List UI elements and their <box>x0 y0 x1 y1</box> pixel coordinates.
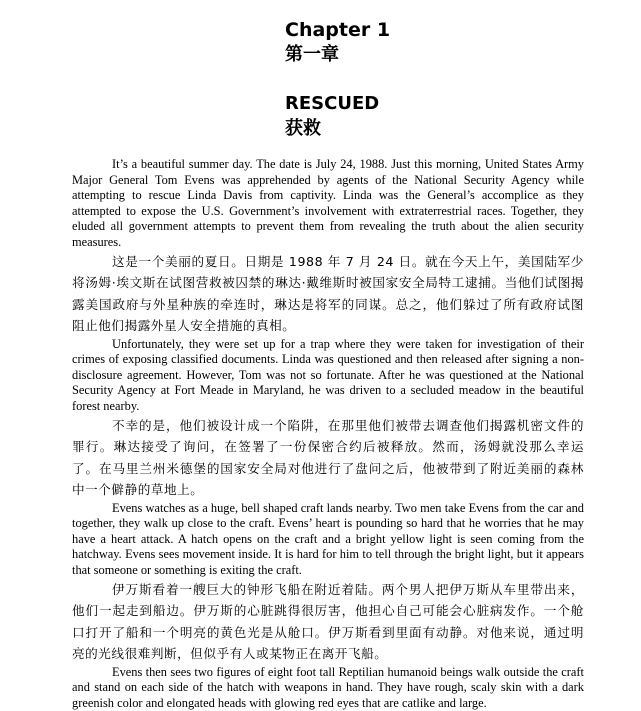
paragraph-english: It’s a beautiful summer day. The date is July 24, 1988. Just this morning, United States Army Major General Tom Evens was apprehended by agents of the National Security Agency while attempting to rescue Linda Davis from captivity. Linda was the General’s accomplice as they attempted to expose the U.S. Government’s involvement with extraterrestrial races. Together, they eluded all government attempts to prevent them from revealing the truth about the alien security measures. <box>72 157 584 251</box>
paragraph-english: Evens watches as a huge, bell shaped craft lands nearby. Two men take Evens from the car and together, they walk up close to the craft. Evens’ heart is pounding so hard that he worries that he may have a heart attack. A hatch opens on the craft and a bright yellow light is seen coming from the hatchway. Evens sees movement inside. It is hard for him to tell through the bright light, but it appears that someone or something is exiting the craft. <box>72 501 584 579</box>
paragraph-chinese: 伊万斯看着一艘巨大的钟形飞船在附近着陆。两个男人把伊万斯从车里带出来，他们一起走到船边。伊万斯的心脏跳得很厉害，他担心自己可能会心脏病发作。一个舱口打开了船和一个明亮的黄色光是从舱口。伊万斯看到里面有动静。对他来说，通过明亮的光线很难判断，但似乎有人或某物正在离开飞船。 <box>72 579 584 665</box>
body-text <box>72 157 584 711</box>
paragraph-chinese: 这是一个美丽的夏日。日期是 1988 年 7 月 24 日。就在今天上午，美国陆军少将汤姆·埃文斯在试图营救被囚禁的琳达·戴维斯时被国家安全局特工逮捕。当他们试图揭露美国政府与外星种族的牵连时，琳达是将军的同谋。总之，他们躲过了所有政府试图阻止他们揭露外星人安全措施的真相。 <box>72 251 584 337</box>
paragraph-english: Unfortunately, they were set up for a trap where they were taken for investigation of their crimes of exposing classified documents. Linda was questioned and then released after signing a non-disclosure agreement. However, Tom was not so fortunate. After he was questioned at the National Security Agency at Fort Meade in Maryland, he was driven to a secluded meadow in the beautiful forest nearby. <box>72 337 584 415</box>
chapter-title: RESCUED <box>285 95 379 113</box>
chapter-number-chinese: 第一章 <box>285 46 339 64</box>
paragraph-chinese: 不幸的是，他们被设计成一个陷阱，在那里他们被带去调查他们揭露机密文件的罪行。琳达接受了询问，在签署了一份保密合约后被释放。然而，汤姆就没那么幸运了。在马里兰州米德堡的国家安全局对他进行了盘问之后，他被带到了附近美丽的森林中一个僻静的草地上。 <box>72 415 584 501</box>
chapter-number: Chapter 1 <box>285 21 390 40</box>
paragraph-english: Evens then sees two figures of eight foot tall Reptilian humanoid beings walk outside the craft and stand on each side of the hatch with weapons in hand. They have rough, scaly skin with a dark greenish color and elongated heads with glowing red eyes that are catlike and large. <box>72 665 584 711</box>
chapter-title-chinese: 获救 <box>285 120 321 138</box>
